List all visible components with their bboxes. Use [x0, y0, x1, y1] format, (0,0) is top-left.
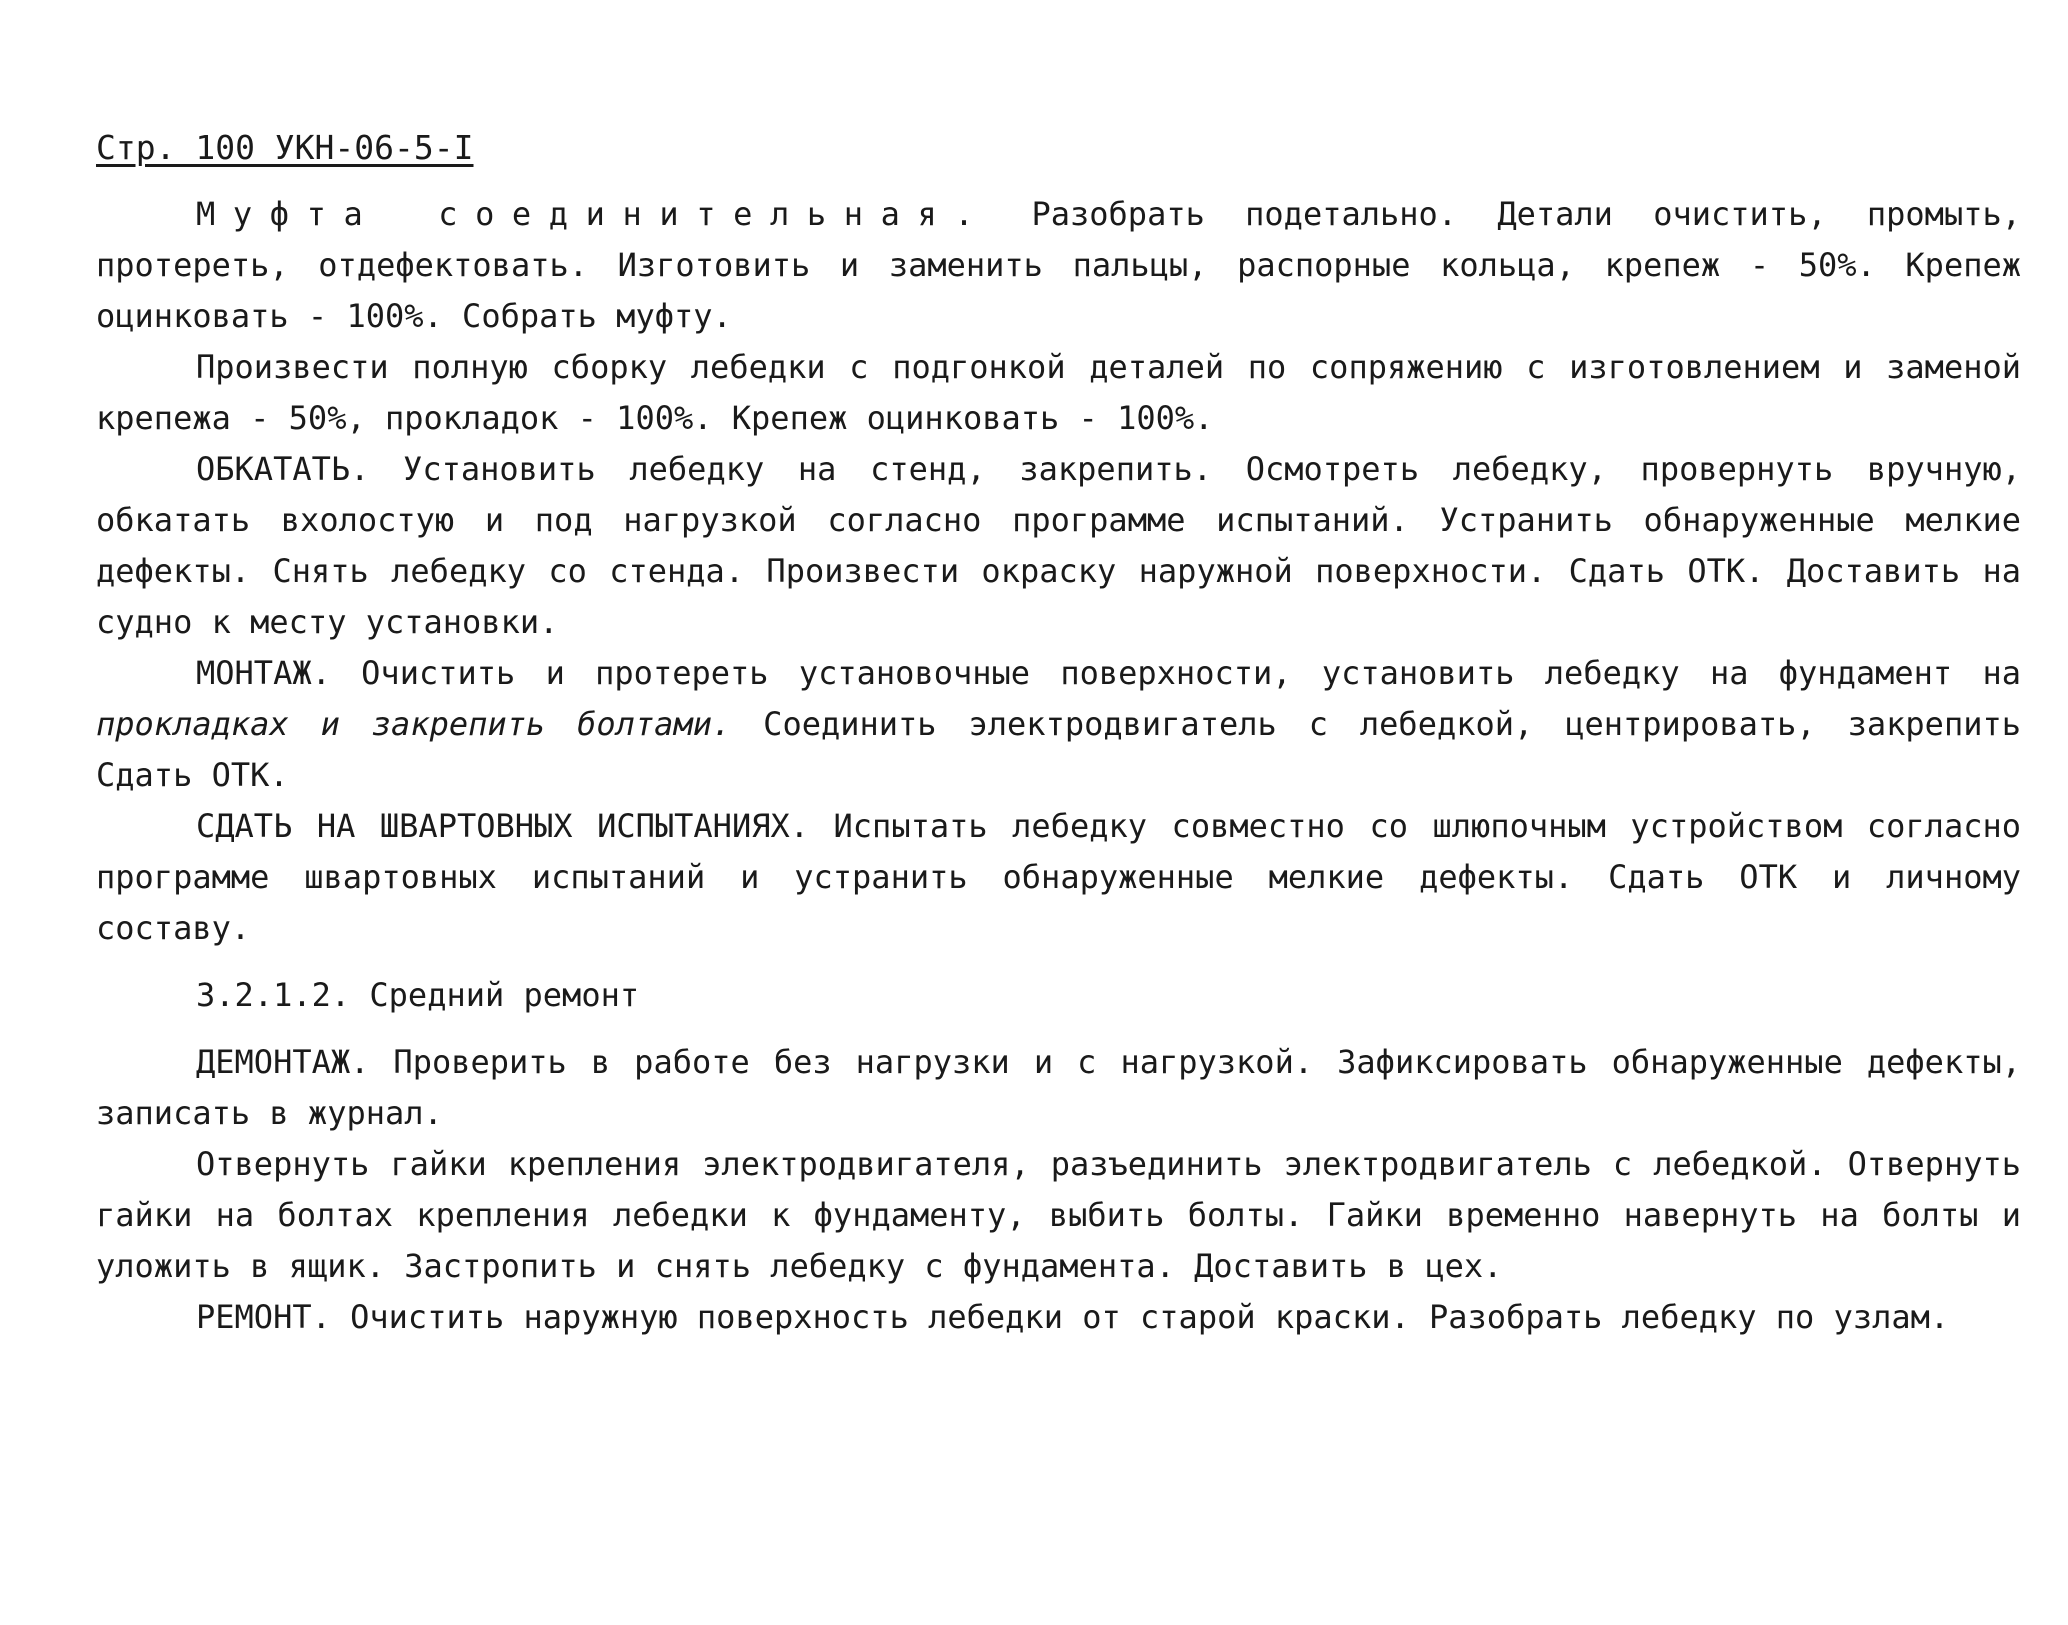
- paragraph-mooring-tests: СДАТЬ НА ШВАРТОВНЫХ ИСПЫТАНИЯХ. Испытать лебедку совместно со шлюпочным устройством согласно программе швартовных испытаний и устранить обнаруженные мелкие дефекты. Сдать ОТК и личному составу.: [96, 807, 2021, 947]
- installation-text-italic: прокладках и закрепить болтами.: [96, 705, 732, 743]
- paragraph-dismantling: ДЕМОНТАЖ. Проверить в работе без нагрузки и с нагрузкой. Зафиксировать обнаруженные дефекты, записать в журнал.: [96, 1043, 2021, 1132]
- coupling-heading: Муфта соединительная.: [196, 195, 992, 233]
- paragraph-removal: Отвернуть гайки крепления электродвигателя, разъединить электродвигатель с лебедкой. Отвернуть гайки на болтах крепления лебедки к фундаменту, выбить болты. Гайки временно навернуть на болты и уложить в ящик. Застропить и снять лебедку с фундамента. Доставить в цех.: [96, 1145, 2021, 1285]
- paragraph-run-in: ОБКАТАТЬ. Установить лебедку на стенд, закрепить. Осмотреть лебедку, провернуть вручную, обкатать вхолостую и под нагрузкой согласно программе испытаний. Устранить обнаруженные мелкие дефекты. Снять лебедку со стенда. Произвести окраску наружной поверхности. Сдать ОТК. Доставить на судно к месту установки.: [96, 450, 2021, 641]
- paragraph-coupling: [96, 189, 2021, 342]
- paragraph-assembly: Произвести полную сборку лебедки с подгонкой деталей по сопряжению с изготовлением и заменой крепежа - 50%, прокладок - 100%. Крепеж оцинковать - 100%.: [96, 348, 2021, 437]
- section-title: 3.2.1.2. Средний ремонт: [196, 976, 640, 1014]
- document-page: [96, 125, 2021, 1343]
- installation-text-b: Соединить электродвигатель с лебедкой, центрировать, закрепить Сдать ОТК.: [96, 705, 2022, 794]
- page-header: Стр. 100 УКН-06-5-I: [96, 128, 474, 167]
- paragraph-repair: РЕМОНТ. Очистить наружную поверхность лебедки от старой краски. Разобрать лебедку по узлам.: [196, 1298, 1950, 1336]
- coupling-text: Разобрать подетально. Детали очистить, промыть, протереть, отдефектовать. Изготовить и заменить пальцы, распорные кольца, крепеж - 50%. Крепеж оцинковать - 100%. Собрать муфту.: [96, 195, 2022, 335]
- installation-text-a: МОНТАЖ. Очистить и протереть установочные поверхности, установить лебедку на фундамент на: [196, 654, 2021, 692]
- paragraph-installation: [96, 648, 2021, 801]
